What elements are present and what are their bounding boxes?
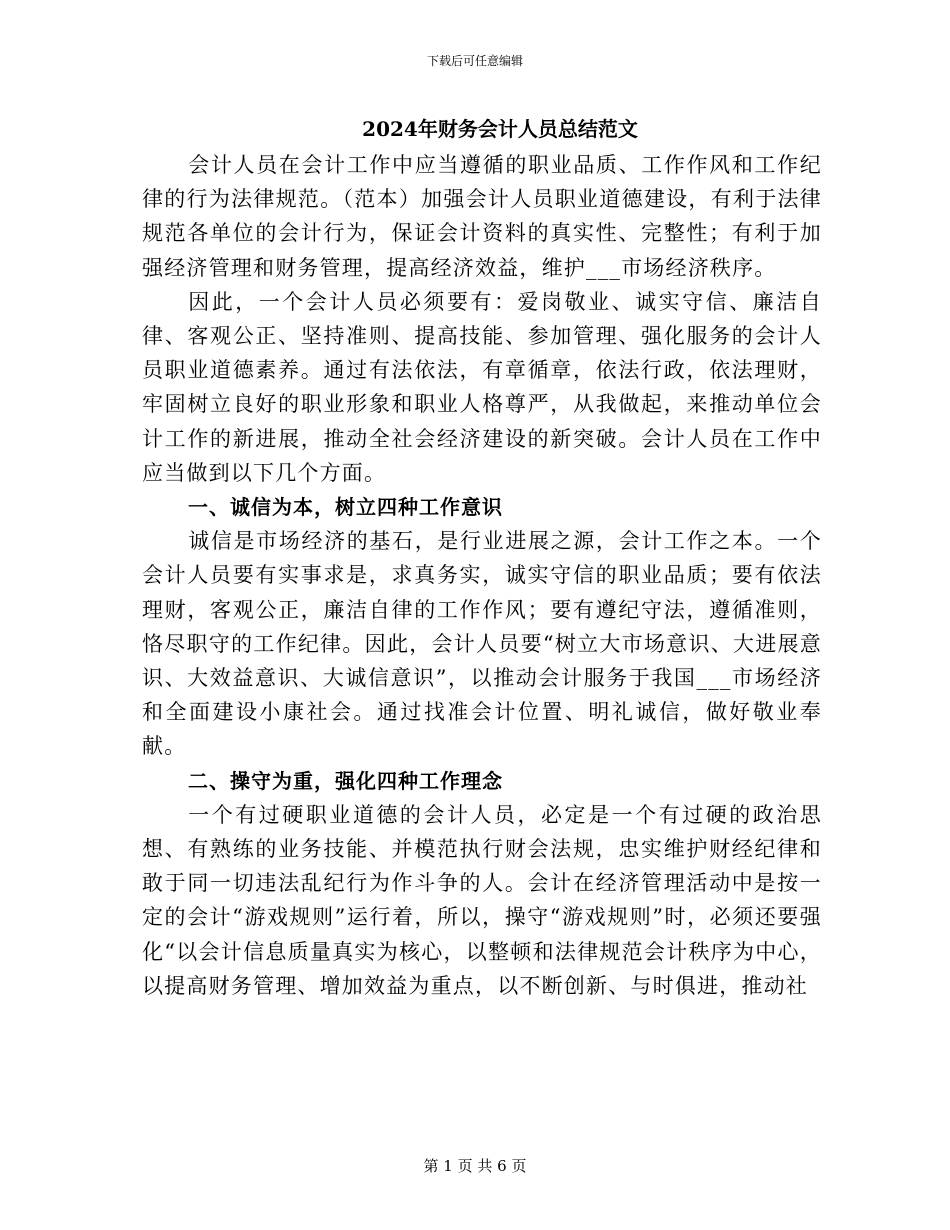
section-1-paragraph: 诚信是市场经济的基石，是行业进展之源，会计工作之本。一个会计人员要有实事求是，求真务实，诚实守信的职业品质；要有依法理财，客观公正，廉洁自律的工作作风；要有遵纪守法，遵循准则，恪尽职守的工作纪律。因此，会计人员要“树立大市场意识、大进展意识、大效益意识、大诚信意识”，以推动会计服务于我国___市场经济和全面建设小康社会。通过找准会计位置、明礼诚信，做好敬业奉献。 [142, 529, 822, 759]
header-note: 下载后可任意编辑 [426, 54, 523, 68]
section-2-heading: 二、操守为重，强化四种工作理念 [188, 768, 503, 793]
section-1-heading: 一、诚信为本，树立四种工作意识 [188, 495, 503, 520]
document-title: 2024年财务会计人员总结范文 [362, 117, 638, 141]
page-number: 第 1 页 共 6 页 [423, 1157, 527, 1175]
document-body [142, 148, 822, 1003]
intro-paragraph-1: 会计人员在会计工作中应当遵循的职业品质、工作作风和工作纪律的行为法律规范。（范本）加强会计人员职业道德建设，有利于法律规范各单位的会计行为，保证会计资料的真实性、完整性；有利于加强经济管理和财务管理，提高经济效益，维护___市场经济秩序。 [142, 153, 822, 280]
section-2-paragraph: 一个有过硬职业道德的会计人员，必定是一个有过硬的政治思想、有熟练的业务技能、并模范执行财会法规，忠实维护财经纪律和敢于同一切违法乱纪行为作斗争的人。会计在经济管理活动中是按一定的会计“游戏规则”运行着，所以，操守“游戏规则”时，必须还要强化“以会计信息质量真实为核心，以整顿和法律规范会计秩序为中心，以提高财务管理、增加效益为重点，以不断创新、与时俱进，推动社 [142, 802, 822, 998]
intro-paragraph-2: 因此，一个会计人员必须要有：爱岗敬业、诚实守信、廉洁自律、客观公正、坚持准则、提高技能、参加管理、强化服务的会计人员职业道德素养。通过有法依法，有章循章，依法行政，依法理财，牢固树立良好的职业形象和职业人格尊严，从我做起，来推动单位会计工作的新进展，推动全社会经济建设的新突破。会计人员在工作中应当做到以下几个方面。 [142, 289, 822, 485]
